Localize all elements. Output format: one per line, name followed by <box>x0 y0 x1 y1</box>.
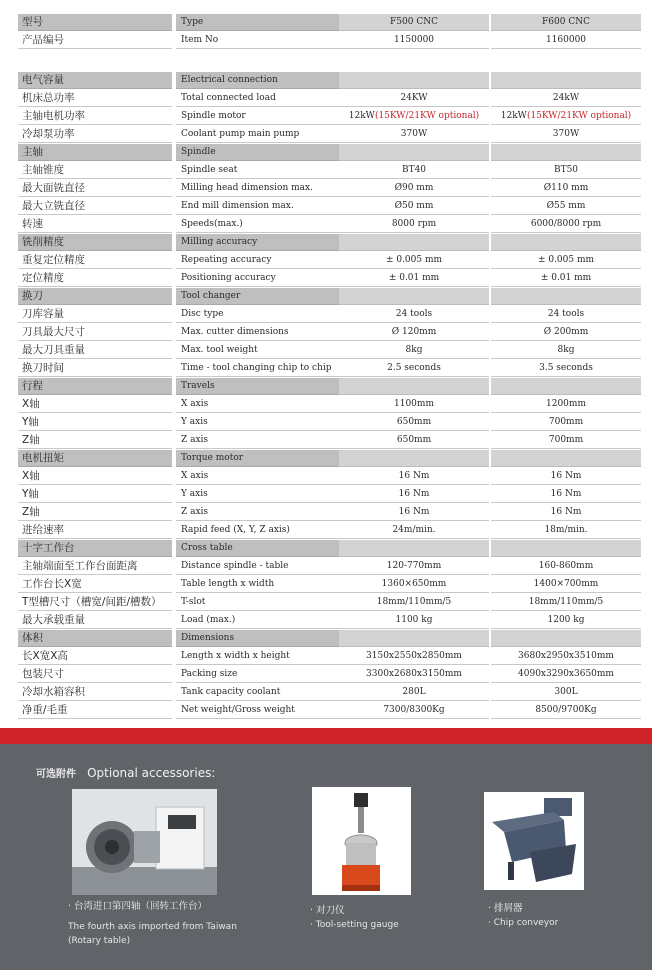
value-text: 1400×700mm <box>533 579 599 589</box>
value-f600 <box>491 612 641 629</box>
value-text: 16 Nm <box>550 471 582 481</box>
value-f600 <box>491 414 641 431</box>
label-zh: 工作台长X宽 <box>18 576 172 593</box>
label-zh: Z轴 <box>18 504 172 521</box>
value-text: 16 Nm <box>398 507 430 517</box>
label-en: Spindle seat <box>176 162 354 179</box>
value-text: 16 Nm <box>550 489 582 499</box>
table-row <box>18 360 641 377</box>
value-f600 <box>491 576 641 593</box>
label-en: Type <box>176 14 354 31</box>
value-f600 <box>491 468 641 485</box>
value-f500 <box>339 252 489 269</box>
value-f600 <box>491 252 641 269</box>
value-text: 4090x3290x3650mm <box>518 669 614 679</box>
table-row <box>18 504 641 521</box>
value-f600 <box>491 180 641 197</box>
value-text: 1200 kg <box>547 615 585 625</box>
accessories-title <box>36 762 215 781</box>
value-f600 <box>491 342 641 359</box>
value-f600 <box>491 324 641 341</box>
label-en: Max. cutter dimensions <box>176 324 354 341</box>
value-f600 <box>491 108 641 125</box>
label-en: Cross table <box>176 540 354 557</box>
value-f500 <box>339 162 489 179</box>
section-header-row <box>18 540 641 557</box>
value-f500 <box>339 522 489 539</box>
table-row <box>18 342 641 359</box>
value-text: 700mm <box>548 435 584 445</box>
value-f600 <box>491 360 641 377</box>
table-row <box>18 666 641 683</box>
label-en: Total connected load <box>176 90 354 107</box>
label-en: Spindle <box>176 144 354 161</box>
label-zh: 冷却水箱容积 <box>18 684 172 701</box>
value-text: ± 0.01 mm <box>388 273 440 283</box>
table-row <box>18 414 641 431</box>
table-row <box>18 522 641 539</box>
tool-setting-gauge-en: Tool-setting gauge <box>315 920 399 930</box>
value-f500 <box>339 216 489 233</box>
table-row <box>18 594 641 611</box>
table-row <box>18 702 641 719</box>
value-text: 24kW <box>552 93 580 103</box>
value-f500 <box>339 576 489 593</box>
label-en: Packing size <box>176 666 354 683</box>
label-en: Milling head dimension max. <box>176 180 354 197</box>
value-f600 <box>491 144 641 161</box>
label-en: Tool changer <box>176 288 354 305</box>
value-f500 <box>339 72 489 89</box>
value-text: 160-860mm <box>538 561 594 571</box>
value-f500 <box>339 594 489 611</box>
table-row <box>18 90 641 107</box>
chip-conveyor-en: Chip conveyor <box>493 918 559 928</box>
value-text: 12kW <box>500 111 527 121</box>
value-text: 700mm <box>548 417 584 427</box>
section-header-row <box>18 378 641 395</box>
value-f500: 1150000 <box>339 32 489 49</box>
value-f500 <box>339 126 489 143</box>
label-zh: Z轴 <box>18 432 172 449</box>
label-zh: 包装尺寸 <box>18 666 172 683</box>
label-en: X axis <box>176 468 354 485</box>
tool-setting-gauge-caption: · 对刀仪 · Tool-setting gauge <box>310 905 399 930</box>
value-text: Ø 120mm <box>391 327 437 337</box>
value-text: 280L <box>402 687 426 697</box>
tool-setting-gauge-zh: 对刀仪 <box>316 905 345 916</box>
value-f600 <box>491 126 641 143</box>
value-text: Ø 200mm <box>543 327 589 337</box>
accessories-title-en: Optional accessories: <box>87 766 216 780</box>
value-f600 <box>491 558 641 575</box>
table-row <box>18 576 641 593</box>
table-row <box>18 306 641 323</box>
rotary-table-caption: · 台湾进口第四轴（回转工作台） The fourth axis imported from Taiwan (Rotary table) <box>68 901 237 946</box>
table-row <box>18 180 641 197</box>
label-en: Speeds(max.) <box>176 216 354 233</box>
label-en: Distance spindle - table <box>176 558 354 575</box>
table-row <box>18 612 641 629</box>
value-f500 <box>339 144 489 161</box>
label-zh: X轴 <box>18 468 172 485</box>
value-f500 <box>339 288 489 305</box>
value-f500 <box>339 486 489 503</box>
table-row <box>18 396 641 413</box>
value-f500 <box>339 540 489 557</box>
label-zh: 换刀 <box>18 288 172 305</box>
value-f500 <box>339 342 489 359</box>
value-text: 16 Nm <box>550 507 582 517</box>
table-row <box>18 216 641 233</box>
value-text: 24 tools <box>395 309 433 319</box>
value-f600 <box>491 684 641 701</box>
value-text: 24 tools <box>547 309 585 319</box>
value-text: ± 0.01 mm <box>540 273 592 283</box>
label-en: Milling accuracy <box>176 234 354 251</box>
value-f500 <box>339 198 489 215</box>
value-f500 <box>339 558 489 575</box>
value-f500 <box>339 504 489 521</box>
value-text: 8000 rpm <box>391 219 437 229</box>
label-zh: Y轴 <box>18 486 172 503</box>
value-f500 <box>339 612 489 629</box>
value-f600 <box>491 630 641 647</box>
table-row <box>18 684 641 701</box>
chip-conveyor-caption: · 排屑器 · Chip conveyor <box>488 903 559 928</box>
optional-power-text: (15KW/21KW optional) <box>526 111 632 121</box>
table-row <box>18 558 641 575</box>
label-zh: X轴 <box>18 396 172 413</box>
value-text: 6000/8000 rpm <box>530 219 602 229</box>
value-f600 <box>491 504 641 521</box>
table-row <box>18 270 641 287</box>
value-f500 <box>339 90 489 107</box>
value-f600 <box>491 450 641 467</box>
value-text: 18mm/110mm/5 <box>376 597 452 607</box>
value-f600 <box>491 162 641 179</box>
red-divider-band <box>0 728 652 744</box>
value-text: 3150x2550x2850mm <box>366 651 462 661</box>
value-text: 370W <box>400 129 428 139</box>
label-en: Torque motor <box>176 450 354 467</box>
optional-power-text: (15KW/21KW optional) <box>374 111 480 121</box>
label-en: Load (max.) <box>176 612 354 629</box>
label-zh: 最大立铣直径 <box>18 198 172 215</box>
label-zh: 最大承载重量 <box>18 612 172 629</box>
value-text: Ø110 mm <box>543 183 589 193</box>
tool-setting-gauge-photo <box>312 787 411 895</box>
accessories-title-zh: 可选附件 <box>36 769 76 780</box>
label-zh: 机床总功率 <box>18 90 172 107</box>
value-f500: F500 CNC <box>339 14 489 31</box>
label-en: Net weight/Gross weight <box>176 702 354 719</box>
label-en: Dimensions <box>176 630 354 647</box>
label-zh: 主轴 <box>18 144 172 161</box>
value-f500 <box>339 180 489 197</box>
label-zh: 换刀时间 <box>18 360 172 377</box>
value-f600 <box>491 216 641 233</box>
value-f600 <box>491 306 641 323</box>
section-header-row <box>18 72 641 89</box>
label-en: End mill dimension max. <box>176 198 354 215</box>
label-zh: 铣削精度 <box>18 234 172 251</box>
value-f500 <box>339 360 489 377</box>
value-f500 <box>339 396 489 413</box>
label-en: Y axis <box>176 486 354 503</box>
value-f600 <box>491 702 641 719</box>
rotary-table-zh: 台湾进口第四轴（回转工作台） <box>74 901 208 912</box>
label-en: X axis <box>176 396 354 413</box>
value-f600 <box>491 396 641 413</box>
value-text: 24m/min. <box>392 525 436 535</box>
value-text: 1100mm <box>394 399 434 409</box>
label-zh: 定位精度 <box>18 270 172 287</box>
value-text: ± 0.005 mm <box>385 255 443 265</box>
label-en: Item No <box>176 32 354 49</box>
value-f600 <box>491 522 641 539</box>
table-row <box>18 324 641 341</box>
section-header-row <box>18 234 641 251</box>
value-text: 120-770mm <box>386 561 442 571</box>
label-zh: 转速 <box>18 216 172 233</box>
value-text: 12kW <box>348 111 375 121</box>
value-f600 <box>491 594 641 611</box>
optional-accessories-section <box>0 744 652 970</box>
label-en: Y axis <box>176 414 354 431</box>
value-f500 <box>339 648 489 665</box>
label-zh: 净重/毛重 <box>18 702 172 719</box>
value-text: 300L <box>554 687 578 697</box>
rotary-table-photo <box>72 789 217 895</box>
label-zh: 最大面铣直径 <box>18 180 172 197</box>
value-text: 18mm/110mm/5 <box>528 597 604 607</box>
value-f600 <box>491 234 641 251</box>
label-zh: 重复定位精度 <box>18 252 172 269</box>
label-en: Positioning accuracy <box>176 270 354 287</box>
value-f600 <box>491 540 641 557</box>
rotary-table-en: The fourth axis imported from Taiwan <box>68 922 237 932</box>
value-text: 8kg <box>405 345 423 355</box>
section-header-row <box>18 450 641 467</box>
value-text: 24KW <box>400 93 428 103</box>
value-f500 <box>339 306 489 323</box>
section-header-row <box>18 144 641 161</box>
table-row <box>18 252 641 269</box>
value-text: ± 0.005 mm <box>537 255 595 265</box>
table-row-item-no <box>18 32 641 49</box>
value-text: Ø50 mm <box>394 201 434 211</box>
chip-conveyor-photo <box>484 792 584 890</box>
value-text: 650mm <box>396 435 432 445</box>
label-en: Repeating accuracy <box>176 252 354 269</box>
table-row <box>18 198 641 215</box>
label-en: Electrical connection <box>176 72 354 89</box>
label-en: Z axis <box>176 432 354 449</box>
table-row <box>18 162 641 179</box>
value-f600 <box>491 270 641 287</box>
value-f500 <box>339 270 489 287</box>
value-f500 <box>339 378 489 395</box>
value-text: 2.5 seconds <box>387 363 441 373</box>
label-en: Tank capacity coolant <box>176 684 354 701</box>
value-f500 <box>339 414 489 431</box>
label-en: Coolant pump main pump <box>176 126 354 143</box>
table-row <box>18 108 641 125</box>
value-text: 1360×650mm <box>381 579 447 589</box>
value-f500 <box>339 324 489 341</box>
value-f500 <box>339 108 489 125</box>
table-row <box>18 468 641 485</box>
value-text: Ø55 mm <box>546 201 586 211</box>
label-zh: 主轴锥度 <box>18 162 172 179</box>
label-en: Rapid feed (X, Y, Z axis) <box>176 522 354 539</box>
value-f500 <box>339 702 489 719</box>
label-en: Table length x width <box>176 576 354 593</box>
value-f600 <box>491 666 641 683</box>
label-zh: 主轴端面至工作台面距离 <box>18 558 172 575</box>
value-text: BT40 <box>401 165 427 175</box>
label-en: Travels <box>176 378 354 395</box>
label-en: Length x width x height <box>176 648 354 665</box>
value-f600 <box>491 378 641 395</box>
value-f600 <box>491 432 641 449</box>
label-zh: 刀具最大尺寸 <box>18 324 172 341</box>
value-text: 8500/9700Kg <box>535 705 597 715</box>
value-f600 <box>491 90 641 107</box>
label-zh: 十字工作台 <box>18 540 172 557</box>
value-text: 1200mm <box>546 399 586 409</box>
section-header-row <box>18 288 641 305</box>
label-zh: 刀库容量 <box>18 306 172 323</box>
value-text: 3300x2680x3150mm <box>366 669 462 679</box>
table-row-type <box>18 14 641 31</box>
value-text: 370W <box>552 129 580 139</box>
value-f500 <box>339 666 489 683</box>
value-f600: F600 CNC <box>491 14 641 31</box>
label-zh: 主轴电机功率 <box>18 108 172 125</box>
value-text: 650mm <box>396 417 432 427</box>
value-f600 <box>491 72 641 89</box>
label-zh: 电气容量 <box>18 72 172 89</box>
table-row <box>18 648 641 665</box>
value-f600 <box>491 288 641 305</box>
label-zh: 进给速率 <box>18 522 172 539</box>
value-f600: 1160000 <box>491 32 641 49</box>
value-text: 7300/8300Kg <box>383 705 445 715</box>
value-text: Ø90 mm <box>394 183 434 193</box>
label-zh: 型号 <box>18 14 172 31</box>
table-row <box>18 486 641 503</box>
value-f500 <box>339 630 489 647</box>
value-f500 <box>339 684 489 701</box>
label-zh: 电机扭矩 <box>18 450 172 467</box>
value-f500 <box>339 450 489 467</box>
label-en: Max. tool weight <box>176 342 354 359</box>
table-row <box>18 126 641 143</box>
value-f500 <box>339 468 489 485</box>
label-zh: 冷却泵功率 <box>18 126 172 143</box>
value-f500 <box>339 234 489 251</box>
value-text: 3.5 seconds <box>539 363 593 373</box>
label-en: Spindle motor <box>176 108 354 125</box>
value-text: 8kg <box>557 345 575 355</box>
value-text: 16 Nm <box>398 471 430 481</box>
value-f600 <box>491 486 641 503</box>
value-text: 3680x2950x3510mm <box>518 651 614 661</box>
label-en: Z axis <box>176 504 354 521</box>
value-text: 1100 kg <box>395 615 433 625</box>
chip-conveyor-zh: 排屑器 <box>494 903 523 914</box>
label-zh: 长X宽X高 <box>18 648 172 665</box>
value-text: BT50 <box>553 165 579 175</box>
value-f600 <box>491 198 641 215</box>
table-row <box>18 432 641 449</box>
value-text: 16 Nm <box>398 489 430 499</box>
value-f600 <box>491 648 641 665</box>
label-zh: T型槽尺寸（槽宽/间距/槽数） <box>18 594 172 611</box>
value-text: 18m/min. <box>544 525 588 535</box>
label-zh: 产品编号 <box>18 32 172 49</box>
section-header-row <box>18 630 641 647</box>
rotary-table-en2: (Rotary table) <box>68 936 131 946</box>
label-zh: Y轴 <box>18 414 172 431</box>
label-zh: 体积 <box>18 630 172 647</box>
label-en: Time - tool changing chip to chip <box>176 360 354 377</box>
value-f500 <box>339 432 489 449</box>
label-en: Disc type <box>176 306 354 323</box>
label-en: T-slot <box>176 594 354 611</box>
label-zh: 行程 <box>18 378 172 395</box>
label-zh: 最大刀具重量 <box>18 342 172 359</box>
